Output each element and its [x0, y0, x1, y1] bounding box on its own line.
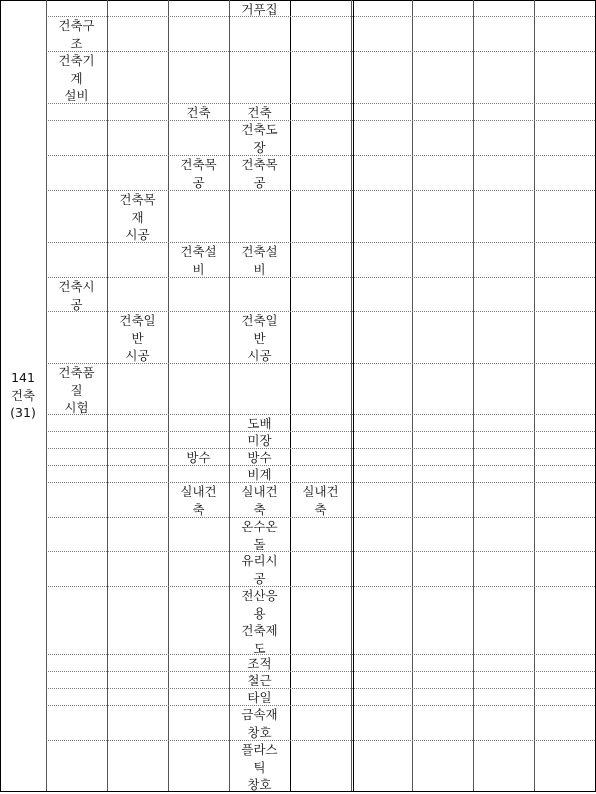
table-cell: 철근	[247, 673, 272, 688]
table-cell	[107, 1, 168, 16]
table-cell	[412, 278, 473, 311]
table-cell	[46, 121, 107, 155]
table-cell	[107, 483, 168, 517]
table-cell: 실내건 축	[302, 484, 339, 517]
table-cell	[46, 312, 107, 363]
table-cell	[168, 415, 229, 431]
table-cell	[290, 415, 351, 431]
table-cell	[290, 52, 351, 103]
table-cell	[107, 672, 168, 688]
table-cell: 건축설 비	[241, 244, 278, 277]
table-cell	[473, 52, 534, 103]
table-cell	[412, 243, 473, 277]
table-cell	[473, 518, 534, 551]
table-cell	[107, 52, 168, 103]
table-cell	[412, 672, 473, 688]
table-cell	[46, 483, 107, 517]
table-cell	[412, 156, 473, 190]
table-cell	[351, 364, 412, 414]
table-cell: 방수	[247, 450, 272, 465]
table-cell	[168, 278, 229, 311]
table-cell	[46, 552, 107, 586]
table-cell	[351, 518, 412, 551]
table-cell	[351, 17, 412, 51]
table-cell	[473, 672, 534, 688]
table-cell	[473, 552, 534, 586]
table-cell	[473, 449, 534, 465]
table-cell	[473, 191, 534, 242]
table-cell	[473, 415, 534, 431]
table-cell	[412, 1, 473, 16]
table-cell	[168, 689, 229, 705]
table-cell	[290, 672, 351, 688]
table-cell	[107, 466, 168, 482]
table-cell	[351, 741, 412, 791]
table-cell	[229, 191, 290, 242]
table-cell	[46, 706, 107, 740]
table-cell	[473, 432, 534, 448]
table-cell	[351, 52, 412, 103]
table-cell	[412, 466, 473, 482]
table-cell	[168, 741, 229, 791]
table-cell: 조적	[247, 656, 272, 671]
table-cell	[168, 1, 229, 16]
table-cell	[107, 449, 168, 465]
table-cell	[412, 121, 473, 155]
table-cell	[290, 104, 351, 120]
table-cell	[46, 1, 107, 16]
table-cell	[168, 587, 229, 654]
table-cell	[107, 17, 168, 51]
table-cell	[46, 156, 107, 190]
table-cell	[351, 243, 412, 277]
table-cell: 건축구 조	[58, 18, 95, 51]
table-cell	[473, 17, 534, 51]
table-cell	[351, 552, 412, 586]
table-cell	[168, 706, 229, 740]
table-cell	[46, 432, 107, 448]
table-cell	[412, 689, 473, 705]
table-cell	[473, 741, 534, 791]
table-cell: 도배	[247, 416, 272, 431]
table-cell	[46, 741, 107, 791]
table-cell	[168, 672, 229, 688]
table-cell	[290, 552, 351, 586]
table-cell	[412, 17, 473, 51]
table-cell	[473, 483, 534, 517]
table-cell	[351, 121, 412, 155]
table-cell	[473, 104, 534, 120]
table-cell	[290, 432, 351, 448]
table-cell	[351, 466, 412, 482]
table-cell	[290, 689, 351, 705]
table-cell	[290, 466, 351, 482]
table-cell	[473, 587, 534, 654]
table-cell	[46, 191, 107, 242]
table-cell: 거푸집	[241, 2, 278, 17]
table-cell: 방수	[186, 450, 211, 465]
table-cell	[412, 741, 473, 791]
table-cell	[290, 706, 351, 740]
table-cell	[290, 364, 351, 414]
table-cell	[290, 191, 351, 242]
table-cell	[290, 156, 351, 190]
table-cell	[412, 191, 473, 242]
table-cell	[168, 552, 229, 586]
table-cell	[351, 587, 412, 654]
table-cell: 건축목 공	[180, 157, 217, 190]
table-cell	[351, 689, 412, 705]
table-cell	[168, 17, 229, 51]
table-cell	[107, 655, 168, 671]
table-cell	[473, 1, 534, 16]
table-cell	[351, 104, 412, 120]
table-cell: 타일	[247, 690, 272, 705]
table-cell	[168, 518, 229, 551]
table-cell	[290, 655, 351, 671]
table-cell	[290, 312, 351, 363]
table-cell	[412, 552, 473, 586]
table-cell	[107, 587, 168, 654]
table-cell	[290, 741, 351, 791]
table-cell	[290, 1, 351, 16]
table-cell	[107, 706, 168, 740]
table-cell: 건축품 질 시험	[58, 365, 95, 415]
table-cell	[412, 483, 473, 517]
table-cell	[229, 17, 290, 51]
table-cell	[351, 156, 412, 190]
table-cell	[473, 689, 534, 705]
table-cell	[473, 278, 534, 311]
table-cell	[351, 449, 412, 465]
table-cell	[412, 587, 473, 654]
table-cell	[168, 312, 229, 363]
table-cell	[168, 466, 229, 482]
table-cell	[46, 518, 107, 551]
table-cell	[229, 52, 290, 103]
table-cell: 건축도 장	[241, 122, 278, 155]
table-cell	[46, 587, 107, 654]
table-cell	[290, 17, 351, 51]
table-cell	[351, 415, 412, 431]
table-cell	[168, 121, 229, 155]
table-cell: 건축일 반 시공	[241, 313, 278, 363]
table-cell	[168, 191, 229, 242]
table-cell	[351, 278, 412, 311]
table-cell	[107, 278, 168, 311]
table-cell	[107, 121, 168, 155]
table-cell	[412, 104, 473, 120]
table-cell	[351, 483, 412, 517]
table-cell: 온수온 돌	[241, 519, 278, 552]
table-cell	[290, 449, 351, 465]
table-cell	[351, 655, 412, 671]
table-cell	[107, 156, 168, 190]
table-cell	[229, 278, 290, 311]
table-cell	[351, 672, 412, 688]
table-cell	[46, 466, 107, 482]
table-cell	[168, 52, 229, 103]
table-cell	[290, 587, 351, 654]
table-cell	[412, 312, 473, 363]
table-cell	[351, 312, 412, 363]
table-cell	[46, 672, 107, 688]
table-cell	[107, 104, 168, 120]
table-cell	[290, 278, 351, 311]
table-cell	[168, 655, 229, 671]
table-cell	[290, 518, 351, 551]
table-cell: 건축설 비	[180, 244, 217, 277]
table-cell	[107, 364, 168, 414]
table-cell	[473, 706, 534, 740]
table-cell	[351, 191, 412, 242]
table-cell	[473, 364, 534, 414]
table-cell: 미장	[247, 433, 272, 448]
table-cell	[107, 415, 168, 431]
table-cell	[107, 552, 168, 586]
table-cell	[46, 243, 107, 277]
table-cell	[46, 655, 107, 671]
table-cell	[46, 104, 107, 120]
table-cell	[107, 689, 168, 705]
table-cell: 비계	[247, 467, 272, 482]
table-cell: 실내건 축	[180, 484, 217, 517]
table-cell: 플라스 틱 창호	[241, 742, 278, 792]
table-cell: 건축일 반 시공	[119, 313, 156, 363]
table-cell: 건축	[247, 105, 272, 120]
table-cell	[473, 655, 534, 671]
table-cell	[351, 1, 412, 16]
table-cell: 전산응 용 건축제 도	[241, 588, 278, 656]
table-cell: 건축	[186, 105, 211, 120]
table-cell	[412, 52, 473, 103]
table-cell	[46, 689, 107, 705]
table-cell: 유리시 공	[241, 553, 278, 586]
table-cell	[229, 364, 290, 414]
table-cell: 금속재 창호	[241, 707, 278, 740]
table-cell	[412, 518, 473, 551]
table-cell	[412, 655, 473, 671]
table-cell	[168, 432, 229, 448]
table-cell	[412, 415, 473, 431]
table-cell	[473, 156, 534, 190]
table-cell	[473, 121, 534, 155]
table-cell: 건축목 공	[241, 157, 278, 190]
column-divider	[534, 0, 535, 791]
table-cell: 실내건 축	[241, 484, 278, 517]
table-cell	[412, 449, 473, 465]
table-cell	[290, 243, 351, 277]
table-cell	[473, 466, 534, 482]
table-cell	[412, 432, 473, 448]
table-cell	[168, 364, 229, 414]
table-cell	[46, 415, 107, 431]
table-cell	[107, 243, 168, 277]
table-cell	[351, 706, 412, 740]
table-cell	[473, 243, 534, 277]
table-cell	[412, 706, 473, 740]
group-label-cell: 141 건축 (31)	[10, 370, 36, 420]
table-cell: 건축시 공	[58, 279, 95, 312]
table-cell	[107, 518, 168, 551]
table-cell	[473, 312, 534, 363]
table-cell	[290, 121, 351, 155]
table-cell	[46, 449, 107, 465]
table-cell	[351, 432, 412, 448]
table-cell: 건축목 재 시공	[119, 192, 156, 242]
table-cell: 건축기 계 설비	[58, 53, 95, 103]
table-cell	[107, 432, 168, 448]
table-cell	[107, 741, 168, 791]
table-cell	[412, 364, 473, 414]
